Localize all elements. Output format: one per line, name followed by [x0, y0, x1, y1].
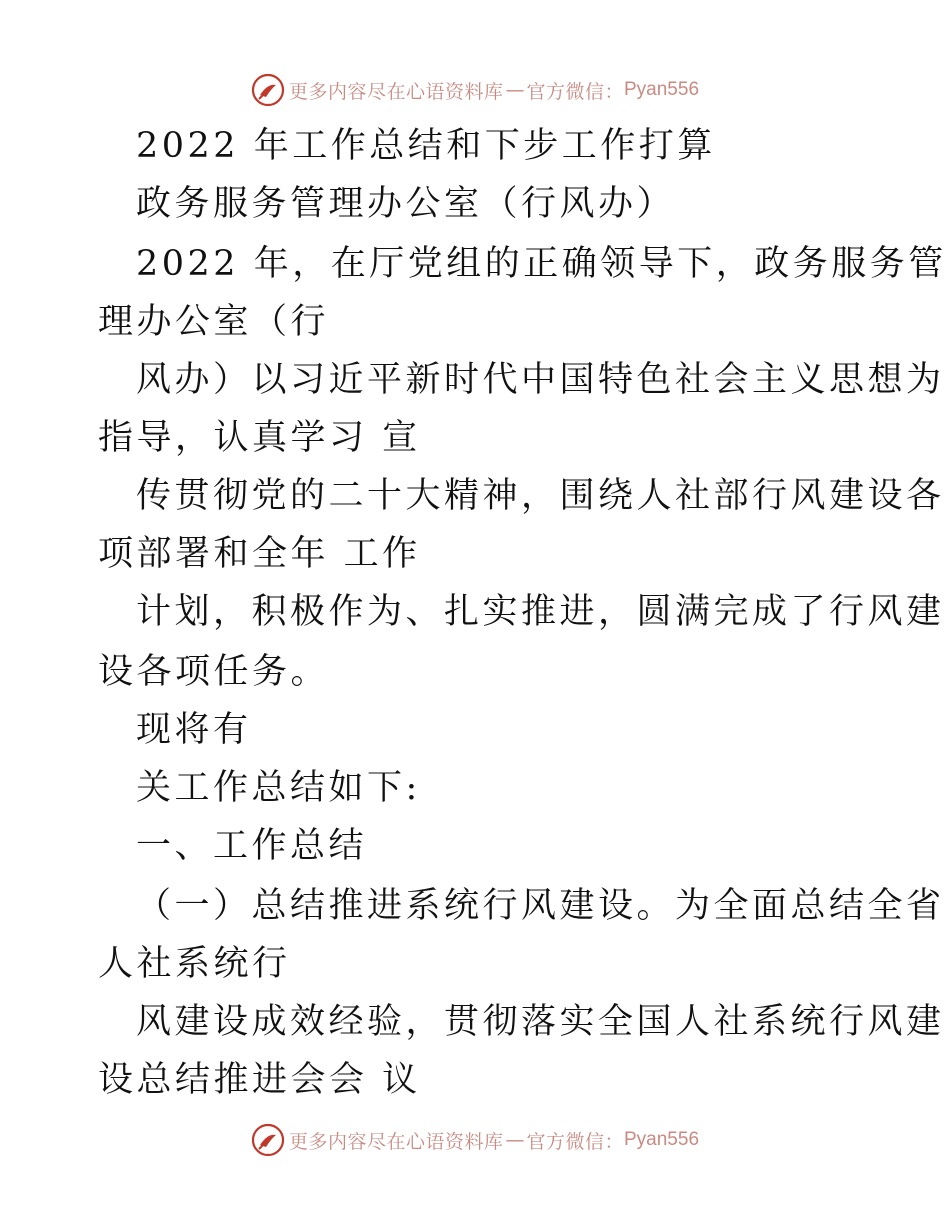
watermark-dash: —	[505, 1129, 525, 1151]
scroll-quill-logo-icon	[251, 1123, 285, 1157]
text-line: 设各项任务。	[98, 652, 330, 692]
section-heading: 一、工作总结	[136, 826, 368, 866]
text-line: 计划，积极作为、扎实推进，圆满完成了行风建	[136, 592, 945, 632]
text-line: 2022 年，在厅党组的正确领导下，政务服务管	[136, 244, 947, 284]
watermark-contact-label: 官方微信：	[526, 80, 624, 103]
watermark-dash: —	[505, 79, 525, 101]
scroll-quill-logo-icon	[251, 73, 285, 107]
watermark-header	[0, 70, 950, 110]
document-title: 2022 年工作总结和下步工作打算	[136, 126, 716, 166]
text-line: （一）总结推进系统行风建设。为全面总结全省	[136, 886, 945, 926]
text-line: 关工作总结如下:	[136, 768, 421, 808]
watermark-text: 更多内容尽在心语资料库	[288, 1130, 504, 1153]
text-line: 项部署和全年 工作	[98, 534, 421, 574]
watermark-contact-label: 官方微信：	[526, 1130, 624, 1153]
watermark-footer	[0, 1120, 950, 1160]
watermark-contact-id: Pyan556	[624, 79, 700, 100]
text-line: 指导，认真学习 宣	[98, 418, 421, 458]
text-line: 人社系统行	[98, 944, 291, 984]
document-subtitle: 政务服务管理办公室（行风办）	[136, 184, 676, 224]
text-line: 风办）以习近平新时代中国特色社会主义思想为	[136, 360, 945, 400]
watermark-contact-id: Pyan556	[624, 1129, 700, 1150]
text-line: 传贯彻党的二十大精神，围绕人社部行风建设各	[136, 476, 945, 516]
text-line: 设总结推进会会 议	[98, 1060, 421, 1100]
text-line: 理办公室（行	[98, 302, 330, 342]
watermark-text: 更多内容尽在心语资料库	[288, 80, 504, 103]
text-line: 现将有	[136, 710, 252, 750]
text-line: 风建设成效经验，贯彻落实全国人社系统行风建	[136, 1002, 945, 1042]
